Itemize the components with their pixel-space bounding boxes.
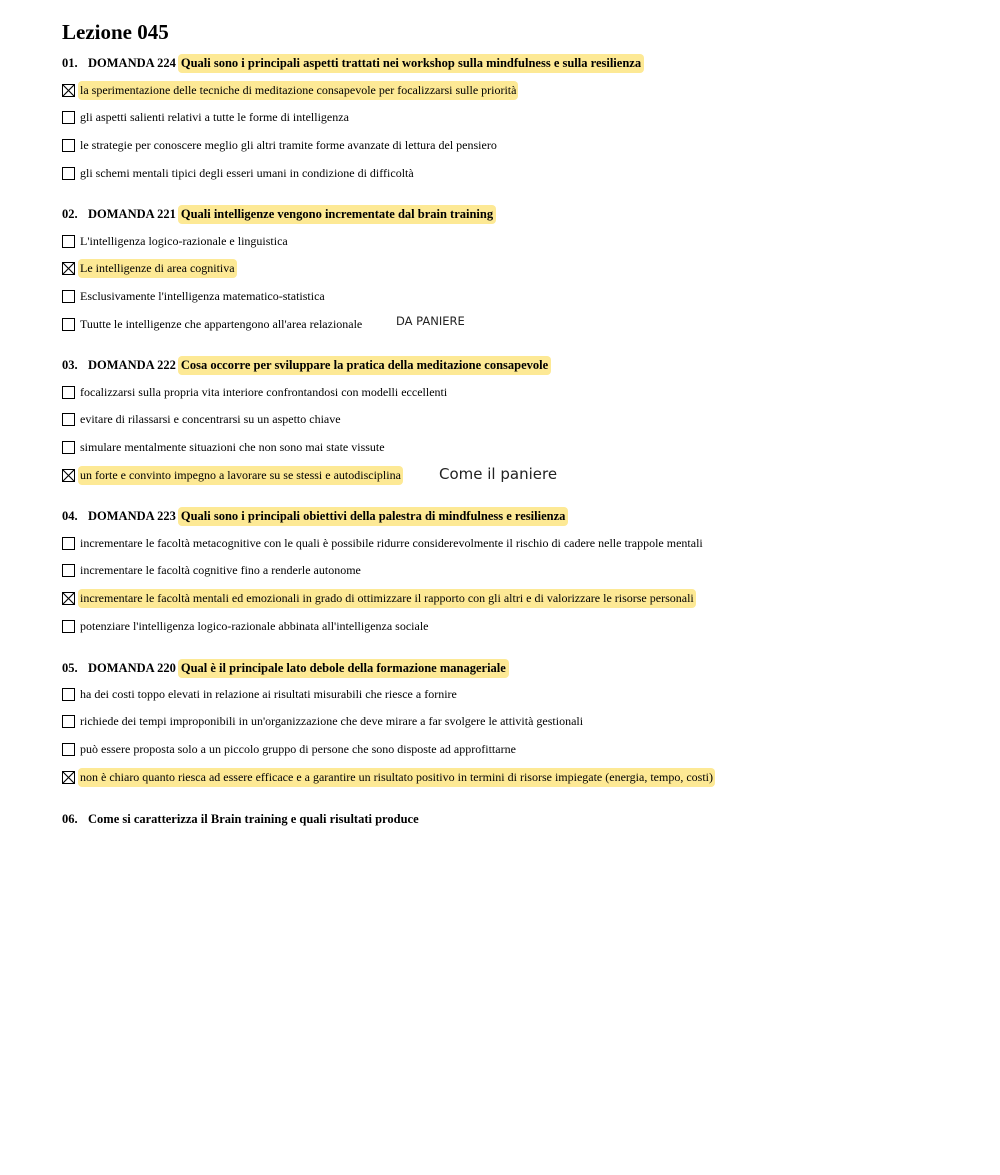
unchecked-checkbox-icon[interactable] <box>62 111 75 124</box>
question-code: DOMANDA 222 <box>88 357 176 372</box>
answer-text: potenziare l'intelligenza logico-razionale abbinata all'intelligenza sociale <box>80 618 429 633</box>
checked-checkbox-icon[interactable] <box>62 592 75 605</box>
answer-option[interactable] <box>62 408 343 430</box>
answer-text: focalizzarsi sulla propria vita interiore confrontandosi con modelli eccellenti <box>80 384 448 399</box>
answer-option[interactable] <box>62 710 585 732</box>
checked-checkbox-icon[interactable] <box>62 262 75 275</box>
answer-option[interactable] <box>62 257 237 279</box>
answer-option[interactable] <box>62 738 518 760</box>
question-header <box>62 52 644 74</box>
unchecked-checkbox-icon[interactable] <box>62 743 75 756</box>
answer-text: gli schemi mentali tipici degli esseri umani in condizione di difficoltà <box>80 165 414 180</box>
question-header <box>62 203 496 225</box>
answer-option[interactable] <box>62 230 290 252</box>
answer-option[interactable] <box>62 532 705 554</box>
question-header <box>62 505 568 527</box>
question-number: 02. <box>62 206 78 221</box>
handwritten-note: Come il paniere <box>439 465 558 483</box>
unchecked-checkbox-icon[interactable] <box>62 688 75 701</box>
unchecked-checkbox-icon[interactable] <box>62 386 75 399</box>
answer-text: L'intelligenza logico-razionale e linguistica <box>80 233 288 248</box>
unchecked-checkbox-icon[interactable] <box>62 564 75 577</box>
answer-text: richiede dei tempi improponibili in un'organizzazione che deve mirare a far svolgere le attività gestionali <box>80 713 584 728</box>
answer-text: incrementare le facoltà mentali ed emozionali in grado di ottimizzare il rapporto con gli altri e di valorizzare le risorse personali <box>78 589 696 608</box>
question-text: Quali intelligenze vengono incrementate dal brain training <box>178 205 496 224</box>
question-header <box>62 808 422 830</box>
answer-text: non è chiaro quanto riesca ad essere efficace e a garantire un risultato positivo in termini di risorse impiegate (energia, tempo, costi) <box>78 768 715 787</box>
answer-text: gli aspetti salienti relativi a tutte le forme di intelligenza <box>80 109 349 124</box>
answer-option[interactable] <box>62 162 416 184</box>
answer-text: può essere proposta solo a un piccolo gruppo di persone che sono disposte ad approfittarne <box>80 741 516 756</box>
answer-option[interactable] <box>62 436 387 458</box>
checked-checkbox-icon[interactable] <box>62 469 75 482</box>
question-text: Come si caratterizza il Brain training e quali risultati produce <box>88 811 419 826</box>
answer-option[interactable] <box>62 285 327 307</box>
answer-text: un forte e convinto impegno a lavorare su se stessi e autodisciplina <box>78 466 403 485</box>
answer-option[interactable] <box>62 615 431 637</box>
unchecked-checkbox-icon[interactable] <box>62 290 75 303</box>
question-number: 04. <box>62 508 78 523</box>
checked-checkbox-icon[interactable] <box>62 84 75 97</box>
answer-text: ha dei costi toppo elevati in relazione ai risultati misurabili che riesce a fornire <box>80 686 457 701</box>
answer-text: Le intelligenze di area cognitiva <box>78 259 237 278</box>
unchecked-checkbox-icon[interactable] <box>62 537 75 550</box>
answer-text: incrementare le facoltà cognitive fino a renderle autonome <box>80 562 361 577</box>
unchecked-checkbox-icon[interactable] <box>62 441 75 454</box>
unchecked-checkbox-icon[interactable] <box>62 139 75 152</box>
answer-text: incrementare le facoltà metacognitive con le quali è possibile ridurre considerevolmente il rischio di cadere nelle trappole mentali <box>80 535 703 550</box>
answer-option[interactable] <box>62 79 518 101</box>
answer-text: Tuutte le intelligenze che appartengono all'area relazionale <box>80 316 363 331</box>
checked-checkbox-icon[interactable] <box>62 771 75 784</box>
question-code: DOMANDA 223 <box>88 508 176 523</box>
question-code: DOMANDA 220 <box>88 660 176 675</box>
question-header <box>62 657 509 679</box>
answer-text: simulare mentalmente situazioni che non sono mai state vissute <box>80 439 385 454</box>
question-code: DOMANDA 224 <box>88 55 176 70</box>
question-header <box>62 354 551 376</box>
question-text: Cosa occorre per sviluppare la pratica della meditazione consapevole <box>178 356 551 375</box>
answer-option[interactable] <box>62 683 459 705</box>
answer-option[interactable] <box>62 559 363 581</box>
answer-text: Esclusivamente l'intelligenza matematico-statistica <box>80 288 325 303</box>
unchecked-checkbox-icon[interactable] <box>62 413 75 426</box>
answer-text: evitare di rilassarsi e concentrarsi su un aspetto chiave <box>80 411 341 426</box>
answer-option[interactable] <box>62 106 351 128</box>
unchecked-checkbox-icon[interactable] <box>62 620 75 633</box>
answer-option[interactable] <box>62 464 403 486</box>
answer-option[interactable] <box>62 381 449 403</box>
question-number: 03. <box>62 357 78 372</box>
page-title: Lezione 045 <box>62 20 169 44</box>
question-code: DOMANDA 221 <box>88 206 176 221</box>
question-number: 01. <box>62 55 78 70</box>
question-text: Qual è il principale lato debole della formazione manageriale <box>178 659 509 678</box>
question-number: 06. <box>62 811 78 826</box>
answer-option[interactable] <box>62 766 715 788</box>
answer-option[interactable] <box>62 134 499 156</box>
unchecked-checkbox-icon[interactable] <box>62 167 75 180</box>
question-number: 05. <box>62 660 78 675</box>
answer-option[interactable] <box>62 313 364 335</box>
question-text: Quali sono i principali obiettivi della palestra di mindfulness e resilienza <box>178 507 569 526</box>
handwritten-note: DA PANIERE <box>396 314 465 328</box>
answer-text: la sperimentazione delle tecniche di meditazione consapevole per focalizzarsi sulle priorità <box>78 81 518 100</box>
answer-text: le strategie per conoscere meglio gli altri tramite forme avanzate di lettura del pensiero <box>80 137 497 152</box>
unchecked-checkbox-icon[interactable] <box>62 318 75 331</box>
unchecked-checkbox-icon[interactable] <box>62 235 75 248</box>
unchecked-checkbox-icon[interactable] <box>62 715 75 728</box>
question-text: Quali sono i principali aspetti trattati nei workshop sulla mindfulness e sulla resilienza <box>178 54 644 73</box>
answer-option[interactable] <box>62 587 696 609</box>
